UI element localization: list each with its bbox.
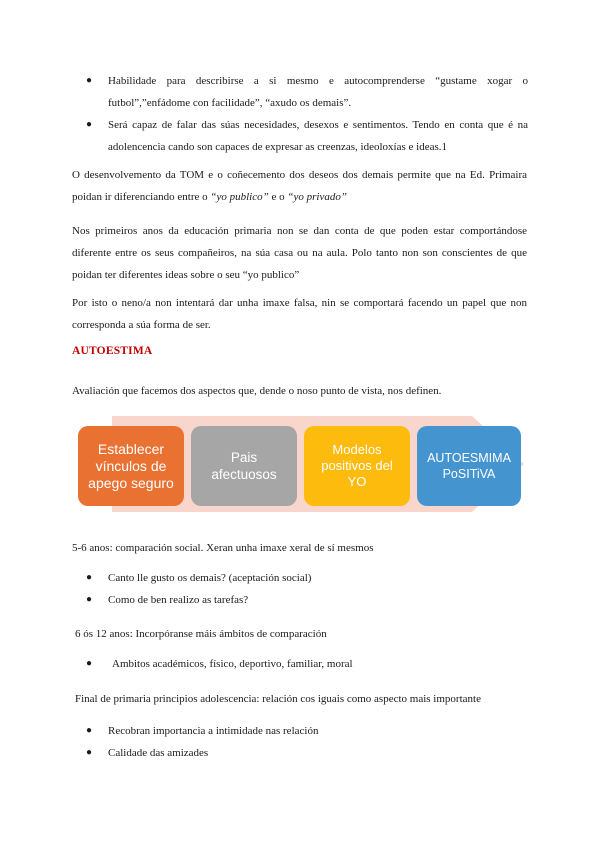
italic-term: “yo privado” [287, 191, 347, 203]
box-line: AUTOESMIMA [427, 451, 511, 465]
list-item [86, 742, 528, 764]
diagram-box-vinculos [78, 426, 184, 506]
age-5-6-title: 5-6 anos: comparación social. Xeran unha imaxe xeral de sí mesmos [72, 542, 374, 554]
paragraph-primeiros-anos: Nos primeiros anos da educación primaria non se dan conta de que poden estar comportándose diferente entre os seus compañeiros, na súa casa ou na aula. Polo tanto non son conscientes de que poidan ter diferentes ideas sobre o seu “yo publico” [72, 225, 527, 281]
list-item-text: Recobran importancia a intimidade nas relación [108, 725, 319, 737]
bullet-icon: ● [86, 572, 93, 583]
italic-term: “yo publico” [210, 191, 269, 203]
final-primaria-title: Final de primaria principios adolescencia: relación cos iguais como aspecto mais importante [75, 693, 481, 705]
list-item [86, 653, 528, 675]
list-item-text: Ambitos académicos, físico, deportivo, familiar, moral [112, 658, 353, 670]
list-item-text: Calidade das amizades [108, 747, 209, 759]
bullet-icon: ● [86, 658, 93, 669]
section-heading: AUTOESTIMA [72, 345, 153, 357]
list-item [86, 70, 528, 114]
bullet-icon: ● [86, 594, 93, 605]
bullet-icon: ● [86, 75, 93, 86]
diagram-box-autoestima [417, 426, 521, 506]
box-line: vínculos de [95, 457, 167, 474]
box-line: positivos del [321, 458, 393, 473]
paragraph-text: O desenvolvemento da TOM e o coñecemento dos deseos dos demais permite que na Ed. Primaira poidan ir diferenciando entre o [72, 169, 527, 203]
list-item-text: Canto lle gusto os demais? (aceptación social) [108, 572, 312, 584]
box-line: Pais [230, 450, 258, 465]
definition-text: Avaliación que facemos dos aspectos que, dende o noso punto de vista, nos definen. [72, 385, 442, 397]
box-line: Modelos [332, 442, 382, 457]
bullet-icon: ● [86, 119, 93, 130]
list-item [86, 589, 528, 611]
bullet-icon: ● [86, 747, 93, 758]
list-item-text: Como de ben realizo as tarefas? [108, 594, 249, 606]
paragraph-tom [72, 164, 527, 208]
box-line: Establecer [97, 440, 165, 457]
paragraph-por-isto: Por isto o neno/a non intentará dar unha imaxe falsa, nin se comportará facendo un papel que non corresponda a súa forma de ser. [72, 297, 527, 331]
list-item [86, 567, 528, 589]
diagram-box-pais [191, 426, 297, 506]
bullet-icon: ● [86, 725, 93, 736]
box-line: afectuosos [211, 467, 277, 482]
box-line: apego seguro [88, 474, 174, 491]
box-line: YO [347, 474, 367, 489]
list-item [86, 720, 528, 742]
paragraph-text: e o [268, 191, 288, 203]
diagram-box-modelos [304, 426, 410, 506]
list-item [86, 114, 528, 158]
list-item-text: Habilidade para describirse a si mesmo e autocomprenderse “gustame xogar o futbol”,”enfádome con facilidade”, “axudo os demais”. [108, 75, 528, 109]
age-6-12-title: 6 ós 12 anos: Incorpóranse máis ámbitos de comparación [75, 628, 327, 640]
box-line: PoSITiVA [442, 467, 496, 481]
autoestima-diagram [72, 410, 528, 518]
list-item-text: Será capaz de falar das súas necesidades, desexos e sentimentos. Tendo en conta que é na adolencencia cando son capaces de expresar as creenzas, ideoloxías e ideas.1 [108, 119, 528, 153]
